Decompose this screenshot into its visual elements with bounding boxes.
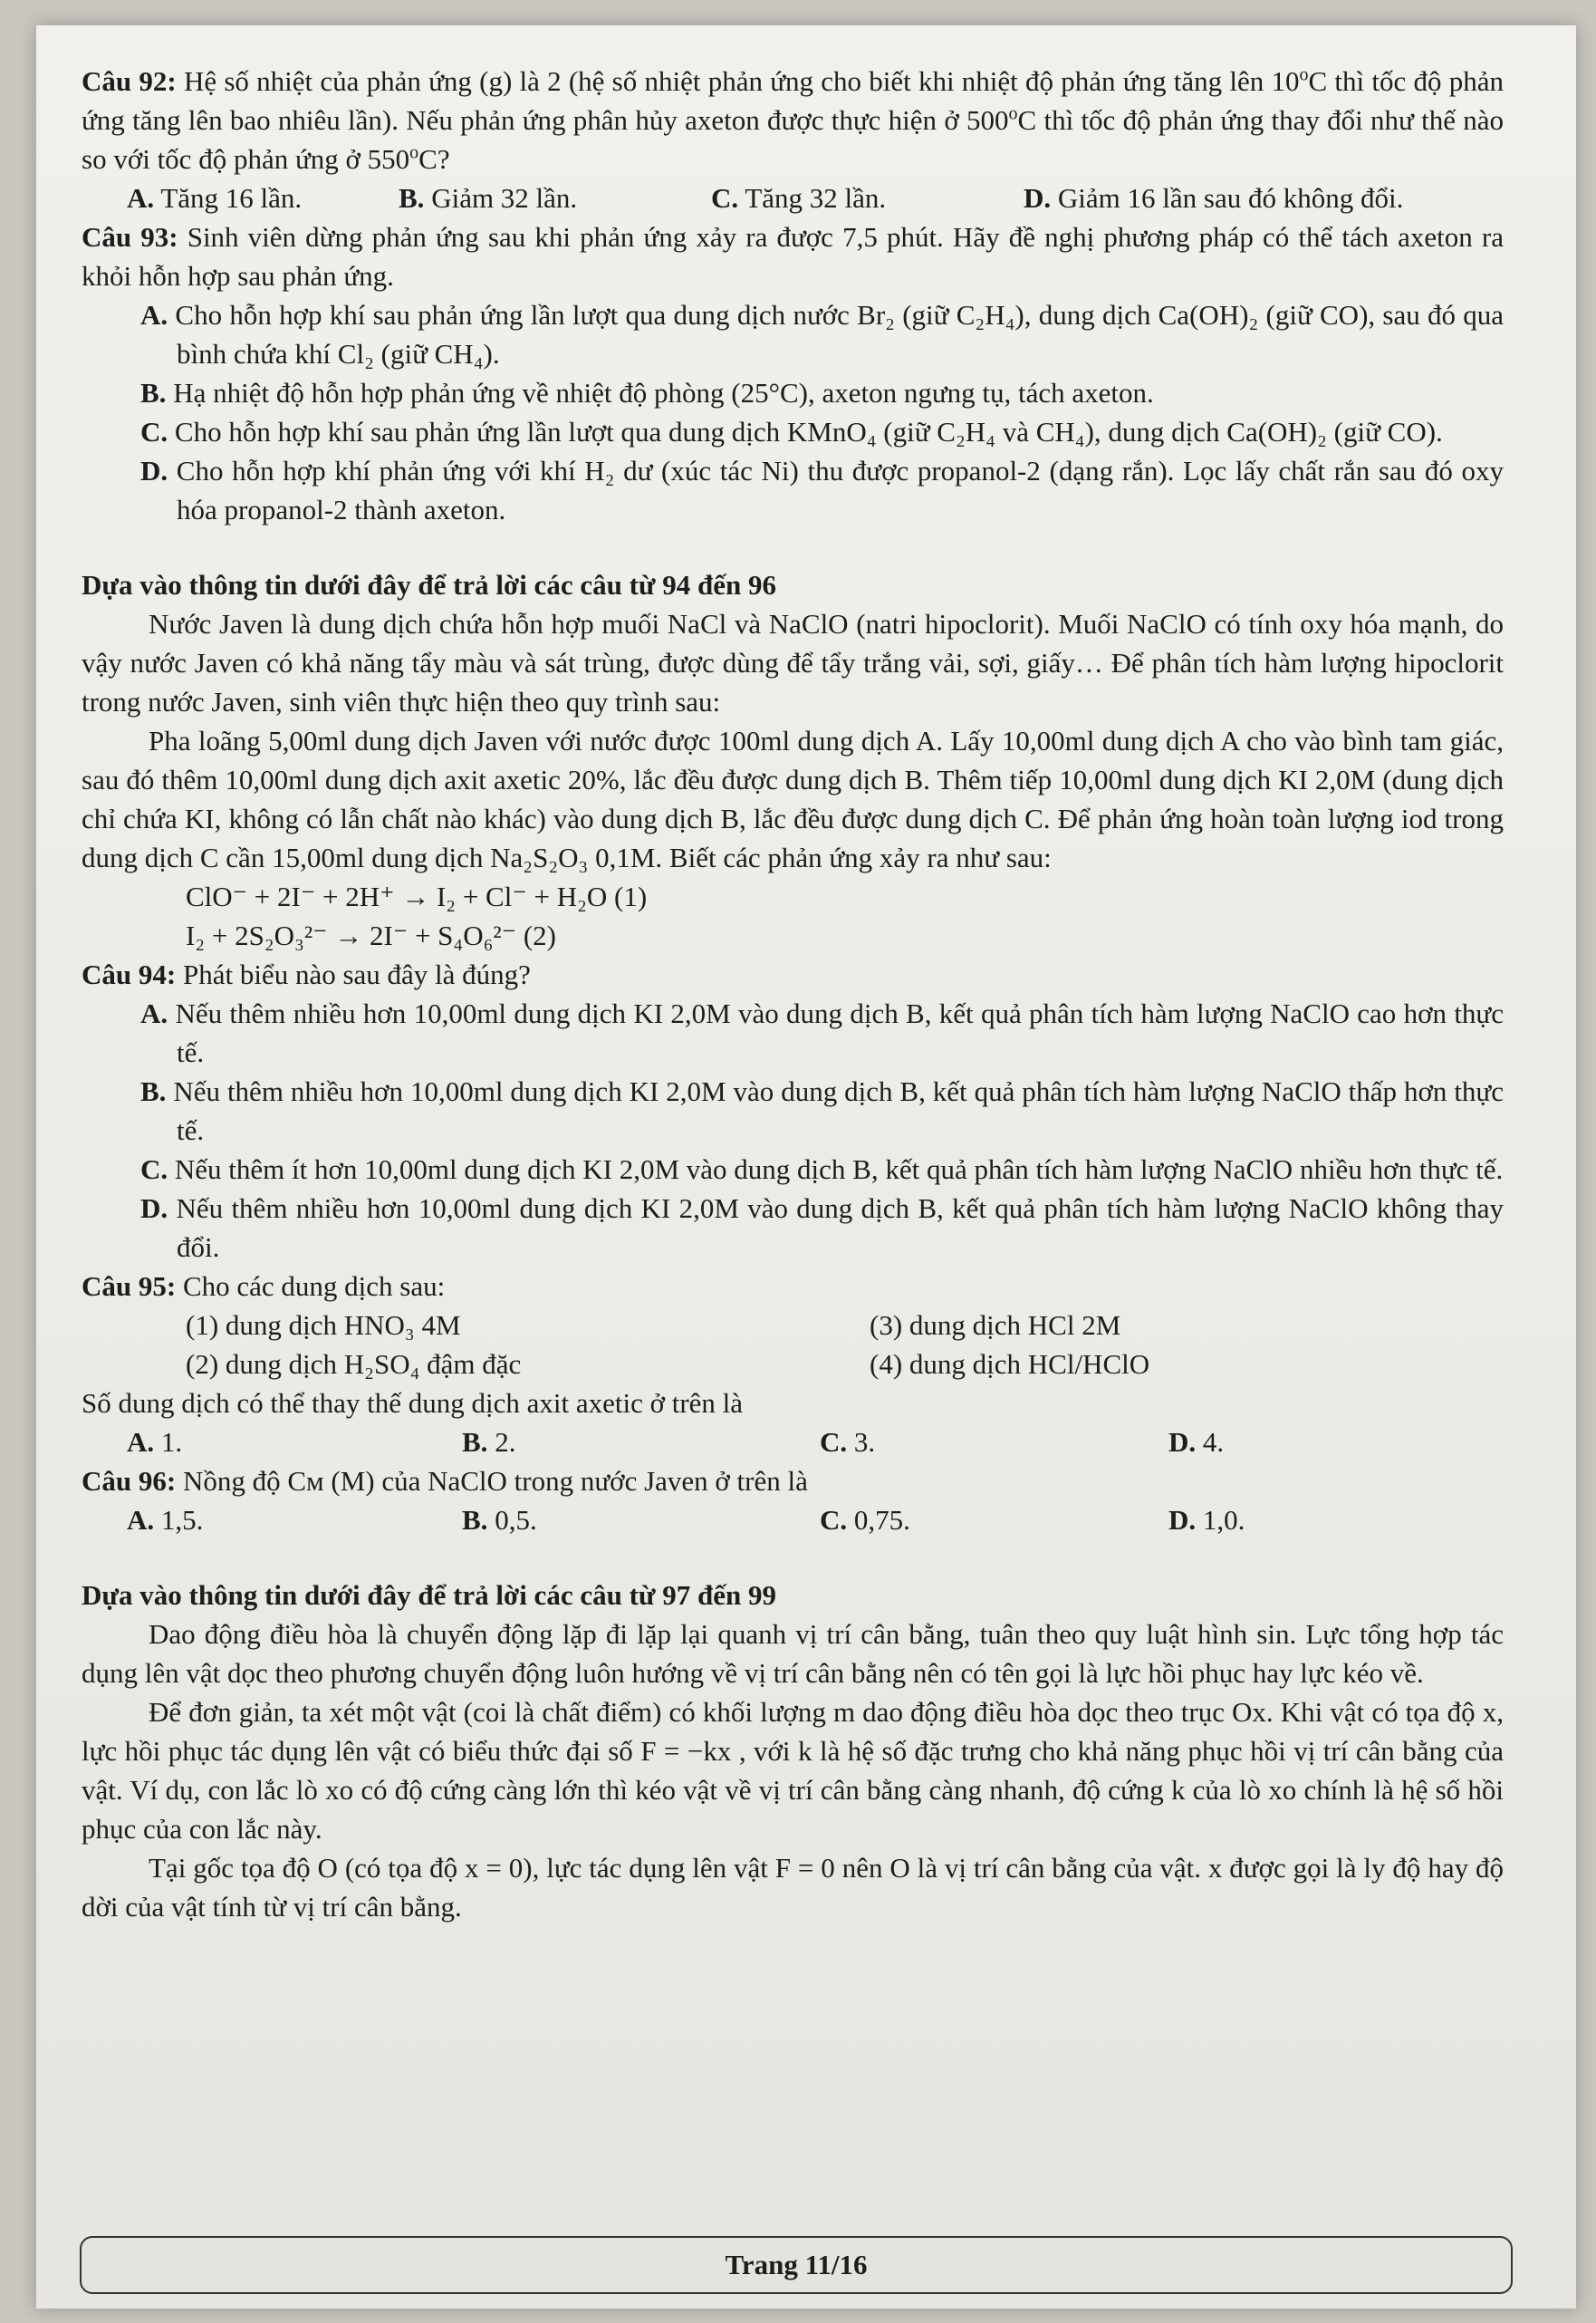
question-93: Câu 93: Sinh viên dừng phản ứng sau khi phản ứng xảy ra được 7,5 phút. Hãy đề nghị phương pháp có thể tách axeton ra khỏi hỗn hợp sau phản ứng. [82, 221, 1504, 292]
list-item: (3) dung dịch HCl 2M [870, 1309, 1121, 1341]
question-96: Câu 96: Nồng độ Cᴍ (M) của NaClO trong nước Javen ở trên là [82, 1465, 808, 1497]
option-b: B. 2. [462, 1426, 516, 1458]
list-item: (2) dung dịch H₂SO₄ đậm đặc [186, 1348, 522, 1380]
option-d: D. 1,0. [1168, 1504, 1245, 1536]
section-heading: Dựa vào thông tin dưới đây để trả lời các câu từ 94 đến 96 [82, 569, 776, 601]
question-label: Câu 96: [82, 1465, 177, 1497]
question-92: Câu 92: Hệ số nhiệt của phản ứng (g) là 2 (hệ số nhiệt phản ứng cho biết khi nhiệt độ phản ứng tăng lên 10$^o$C thì tốc độ phản ứng tăng lên bao nhiêu lần). Nếu phản ứng phân hủy axeton được thực hiện ở 500$^o$C thì tốc độ phản ứng thay đổi như thế nào so với tốc độ phản ứng ở 550$^o$C? [82, 64, 1504, 175]
option-d: D. Cho hỗn hợp khí phản ứng với khí H₂ dư (xúc tác Ni) thu được propanol-2 (dạng rắn). Lọc lấy chất rắn sau đó oxy hóa propanol-2 thành axeton. [140, 455, 1504, 525]
question-label: Câu 93: [82, 221, 178, 253]
question-stem: Số dung dịch có thể thay thế dung dịch axit axetic ở trên là [82, 1387, 744, 1419]
paragraph: Để đơn giản, ta xét một vật (coi là chất điểm) có khối lượng m dao động điều hòa dọc theo trục Ox. Khi vật có tọa độ x, lực hồi phục tác dụng lên vật có biểu thức đại số F = −kx , với k là hệ số đặc trưng cho khả năng phục hồi vị trí cân bằng của vật. Ví dụ, con lắc lò xo có độ cứng càng lớn thì kéo vật về vị trí cân bằng càng nhanh, độ cứng k của lò xo chính là hệ số hồi phục của con lắc này. [82, 1696, 1504, 1845]
paragraph: Pha loãng 5,00ml dung dịch Javen với nước được 100ml dung dịch A. Lấy 10,00ml dung dịch A cho vào bình tam giác, sau đó thêm 10,00ml dung dịch axit axetic 20%, lắc đều được dung dịch B. Thêm tiếp 10,00ml dung dịch KI 2,0M (dung dịch chỉ chứa KI, không có lẫn chất nào khác) vào dung dịch B, lắc đều được dung dịch C. Để phản ứng hoàn toàn lượng iod trong dung dịch C cần 15,00ml dung dịch Na₂S₂O₃ 0,1M. Biết các phản ứng xảy ra như sau: [82, 725, 1504, 873]
section-heading: Dựa vào thông tin dưới đây để trả lời các câu từ 97 đến 99 [82, 1579, 776, 1611]
option-b: B. Nếu thêm nhiều hơn 10,00ml dung dịch KI 2,0M vào dung dịch B, kết quả phân tích hàm lượng NaClO thấp hơn thực tế. [140, 1075, 1504, 1146]
option-a: A. 1,5. [127, 1504, 204, 1536]
option-c: C. Nếu thêm ít hơn 10,00ml dung dịch KI 2,0M vào dung dịch B, kết quả phân tích hàm lượng NaClO nhiều hơn thực tế. [140, 1153, 1504, 1185]
q92-options [82, 178, 1504, 217]
option-d: D. 4. [1168, 1426, 1225, 1458]
question-94: Câu 94: Phát biểu nào sau đây là đúng? [82, 959, 531, 990]
q95-options [82, 1422, 1504, 1461]
paragraph: Dao động điều hòa là chuyển động lặp đi lặp lại quanh vị trí cân bằng, tuân theo quy luật hình sin. Lực tổng hợp tác dụng lên vật dọc theo phương chuyển động luôn hướng về vị trí cân bằng nên có tên gọi là lực hồi phục hay lực kéo về. [82, 1618, 1504, 1689]
exam-page [36, 25, 1576, 2309]
option-a: A. Nếu thêm nhiều hơn 10,00ml dung dịch KI 2,0M vào dung dịch B, kết quả phân tích hàm lượng NaClO cao hơn thực tế. [140, 998, 1504, 1068]
list-item: (1) dung dịch HNO₃ 4M [186, 1309, 461, 1341]
option-c: C. 0,75. [820, 1504, 910, 1536]
page-content [82, 62, 1504, 1926]
question-label: Câu 95: [82, 1270, 177, 1302]
equation-1: ClO⁻ + 2I⁻ + 2H⁺ → I₂ + Cl⁻ + H₂O (1) [186, 881, 648, 912]
option-c: C. Cho hỗn hợp khí sau phản ứng lần lượt qua dung dịch KMnO₄ (giữ C₂H₄ và CH₄), dung dịch Ca(OH)₂ (giữ CO). [140, 416, 1443, 448]
solution-list-row [82, 1345, 1504, 1383]
option-a: A. 1. [127, 1426, 183, 1458]
equation-2: I₂ + 2S₂O₃²⁻ → 2I⁻ + S₄O₆²⁻ (2) [186, 920, 556, 951]
list-item: (4) dung dịch HCl/HClO [870, 1348, 1150, 1380]
question-label: Câu 94: [82, 959, 177, 990]
option-b: B. 0,5. [462, 1504, 537, 1536]
paragraph: Tại gốc tọa độ O (có tọa độ x = 0), lực tác dụng lên vật F = 0 nên O là vị trí cân bằng của vật. x được gọi là ly độ hay độ dời của vật tính từ vị trí cân bằng. [82, 1852, 1504, 1923]
page-number: Trang 11/16 [725, 2249, 868, 2280]
option-c: C. 3. [820, 1426, 876, 1458]
option-c: C. Tăng 32 lần. [711, 182, 887, 214]
option-d: D. Giảm 16 lần sau đó không đổi. [1024, 182, 1404, 214]
question-95: Câu 95: Cho các dung dịch sau: [82, 1270, 446, 1302]
option-a: A. Tăng 16 lần. [127, 182, 303, 214]
paragraph: Nước Javen là dung dịch chứa hỗn hợp muối NaCl và NaClO (natri hipoclorit). Muối NaClO có tính oxy hóa mạnh, do vậy nước Javen có khả năng tẩy màu và sát trùng, được dùng để tẩy trắng vải, sợi, giấy… Để phân tích hàm lượng hipoclorit trong nước Javen, sinh viên thực hiện theo quy trình sau: [82, 608, 1504, 718]
question-label: Câu 92: [82, 65, 177, 97]
option-b: B. Giảm 32 lần. [399, 182, 578, 214]
page-footer [80, 2236, 1513, 2294]
solution-list-row [82, 1306, 1504, 1345]
option-b: B. Hạ nhiệt độ hỗn hợp phản ứng về nhiệt độ phòng (25°C), axeton ngưng tụ, tách axeton. [140, 377, 1154, 409]
q96-options [82, 1500, 1504, 1539]
option-a: A. Cho hỗn hợp khí sau phản ứng lần lượt qua dung dịch nước Br₂ (giữ C₂H₄), dung dịch Ca(OH)₂ (giữ CO), sau đó qua bình chứa khí Cl₂ (giữ CH₄). [140, 299, 1504, 370]
option-d: D. Nếu thêm nhiều hơn 10,00ml dung dịch KI 2,0M vào dung dịch B, kết quả phân tích hàm lượng NaClO không thay đổi. [140, 1192, 1504, 1263]
